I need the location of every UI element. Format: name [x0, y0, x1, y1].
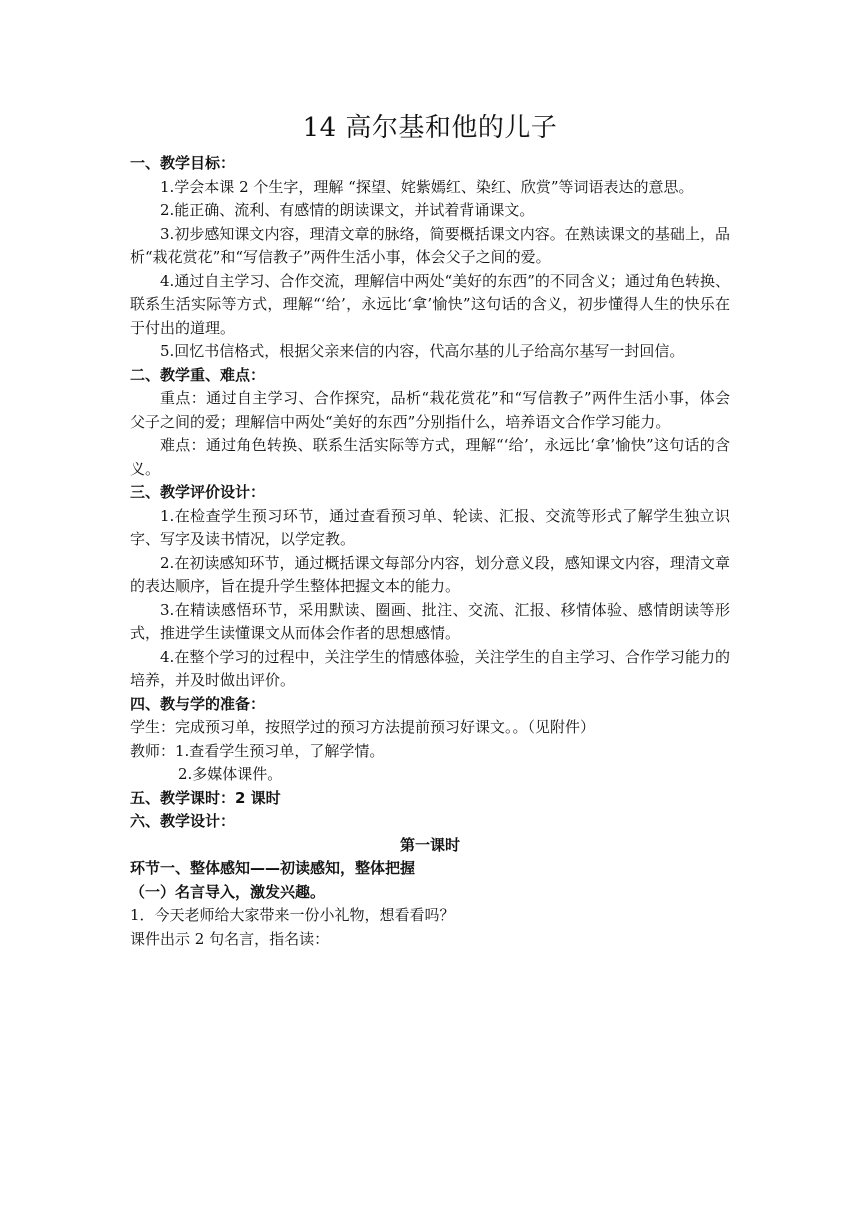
teacher-preparation-1: 教师：1.查看学生预习单，了解学情。 — [130, 741, 385, 760]
section-heading-key-points: 二、教学重、难点： — [130, 365, 266, 384]
evaluation-item: 4.在整个学习的过程中，关注学生的情感体验，关注学生的自主学习、合作学习能力的培养，并及时做出评价。 — [130, 647, 730, 689]
stage-heading: 环节一、整体感知——初读感知，整体把握 — [130, 859, 416, 877]
difficulty-item: 难点：通过角色转换、联系生活实际等方式，理解“‘给’，永远比‘拿’愉快”这句话的含义。 — [130, 436, 730, 478]
document-title: 14 高尔基和他的儿子 — [302, 113, 558, 143]
section-heading-preparation: 四、教与学的准备： — [130, 694, 266, 713]
section-heading-evaluation: 三、教学评价设计： — [130, 483, 266, 501]
section-heading-design: 六、教学设计： — [130, 812, 236, 830]
section-heading-objectives: 一、教学目标： — [130, 154, 236, 172]
teaching-step: 课件出示 2 句名言，指名读： — [130, 929, 330, 948]
evaluation-item: 3.在精读感悟环节，采用默读、圈画、批注、交流、汇报、移情体验、感情朗读等形式，推进学生读懂课文从而体会作者的思想感情。 — [130, 600, 730, 642]
section-heading-periods: 五、教学课时：2 课时 — [130, 788, 281, 807]
evaluation-item: 2.在初读感知环节，通过概括课文每部分内容，划分意义段，感知课文内容，理清文章的表达顺序，旨在提升学生整体把握文本的能力。 — [130, 553, 730, 595]
student-preparation: 学生：完成预习单，按照学过的预习方法提前预习好课文。。（见附件） — [130, 718, 596, 736]
teacher-preparation-2: 2.多媒体课件。 — [178, 765, 283, 783]
sub-stage-heading: （一）名言导入，激发兴趣。 — [130, 882, 326, 901]
lesson-title: 第一课时 — [399, 835, 460, 854]
objective-item: 3.初步感知课文内容，理清文章的脉络，简要概括课文内容。在熟读课文的基础上，品析“栽花赏花”和“写信教子”两件生活小事，体会父子之间的爱。 — [130, 224, 730, 266]
objective-item: 4.通过自主学习、合作交流，理解信中两处“美好的东西”的不同含义；通过角色转换、联系生活实际等方式，理解“‘给’，永远比‘拿’愉快”这句话的含义，初步懂得人生的快乐在于付出的道理。 — [130, 271, 730, 337]
objective-item: 2.能正确、流利、有感情的朗读课文，并试着背诵课文。 — [160, 201, 535, 219]
teaching-step: 1．今天老师给大家带来一份小礼物，想看看吗？ — [130, 906, 455, 924]
objective-item: 5.回忆书信格式，根据父亲来信的内容，代高尔基的儿子给高尔基写一封回信。 — [160, 342, 685, 360]
key-point-item: 重点：通过自主学习、合作探究，品析“栽花赏花”和“写信教子”两件生活小事，体会父子之间的爱；理解信中两处“美好的东西”分别指什么，培养语文合作学习能力。 — [130, 389, 730, 431]
objective-item: 1.学会本课 2 个生字，理解 “探望、姹紫嫣红、染红、欣赏”等词语表达的意思。 — [160, 177, 694, 196]
document-body — [130, 108, 730, 951]
evaluation-item: 1.在检查学生预习环节，通过查看预习单、轮读、汇报、交流等形式了解学生独立识字、写字及读书情况，以学定教。 — [130, 506, 730, 548]
